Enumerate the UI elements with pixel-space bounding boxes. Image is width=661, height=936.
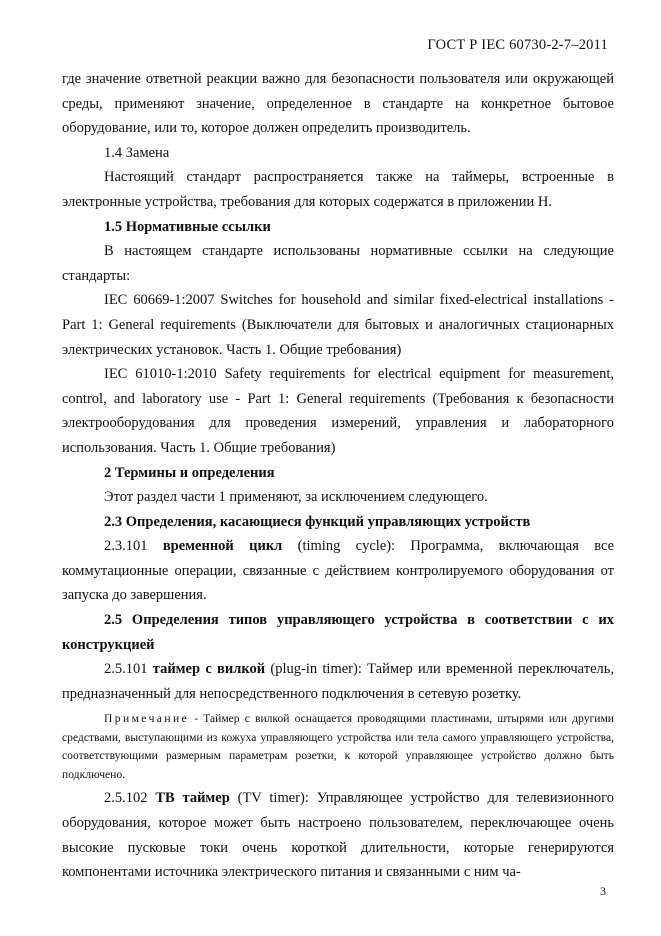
paragraph-continuation: где значение ответной реакции важно для безопасности пользователя или окружающей среды, применяют значение, определенное в стандарте на конкретное бытовое оборудование, или то, которое должен определить производитель. [62,71,614,137]
reference-iec-60669: IEC 60669-1:2007 Switches for household and similar fixed-electrical installations - Part 1: General requirements (Выключатели для бытовых и аналогичных стационарных электрических установок. Часть 1. Общие требования) [62,292,614,358]
definition-term: временной цикл [162,538,283,555]
definition-text: (TV timer): Управляющее устройство для телевизионного оборудования, которое может быть настроено пользователем, переключающее очень высокие пусковые токи очень короткой длительности, которые генерируются компонентами источника электрического питания и связанными с ним ча- [62,790,614,881]
definition-term: таймер с вилкой [152,661,266,678]
definition-2-3-101 [62,534,614,608]
definition-2-5-102 [62,786,614,884]
heading-2-5: 2.5 Определения типов управляющего устройства в соответствии с их конструкцией [62,612,614,653]
clause-1-4-title: 1.4 Замена [104,144,170,161]
definition-number: 2.5.102 [104,790,156,807]
paragraph-timers-scope: Настоящий стандарт распространяется также на таймеры, встроенные в электронные устройства, требования для которых содержатся в приложении Н. [62,169,614,210]
note-text: - Таймер с вилкой оснащается проводящими пластинами, штырями или другими средствами, выступающими из кожуха управляющего устройства или тела самого управляющего устройства, соответствующими размерным параметрам розетки, к которой управляющее устройство должно быть подключено. [62,712,614,781]
document-body [62,67,614,885]
definition-term: ТВ таймер [155,790,230,807]
note-label: Примечание [104,712,190,726]
definition-text: (timing cycle): Программа, включающая все коммутационные операции, связанные с действием контролируемого оборудования от запуска до завершения. [62,538,615,604]
standard-header: ГОСТ Р IEC 60730-2-7–2011 [427,37,608,53]
paragraph-normative-intro: В настоящем стандарте использованы нормативные ссылки на следующие стандарты: [62,243,614,284]
definition-text: (plug-in timer): Таймер или временной переключатель, предназначенный для непосредственного подключения в сетевую розетку. [62,661,614,702]
heading-2: 2 Термины и определения [104,464,275,481]
heading-1-5: 1.5 Нормативные ссылки [104,218,271,235]
page-number: 3 [600,884,606,898]
reference-iec-61010: IEC 61010-1:2010 Safety requirements for electrical equipment for measurement, control, and laboratory use - Part 1: General requirements (Требования к безопасности электрооборудования для проведения измерений, управления и лабораторного использования. Часть 1. Общие требования) [62,366,614,456]
heading-2-3: 2.3 Определения, касающиеся функций управляющих устройств [104,513,531,530]
definition-number: 2.5.101 [104,661,153,678]
definition-number: 2.3.101 [104,538,163,555]
note-plug-in-timer [62,710,614,784]
definition-2-5-101 [62,657,614,706]
paragraph-section-2-intro: Этот раздел части 1 применяют, за исключением следующего. [104,489,488,506]
